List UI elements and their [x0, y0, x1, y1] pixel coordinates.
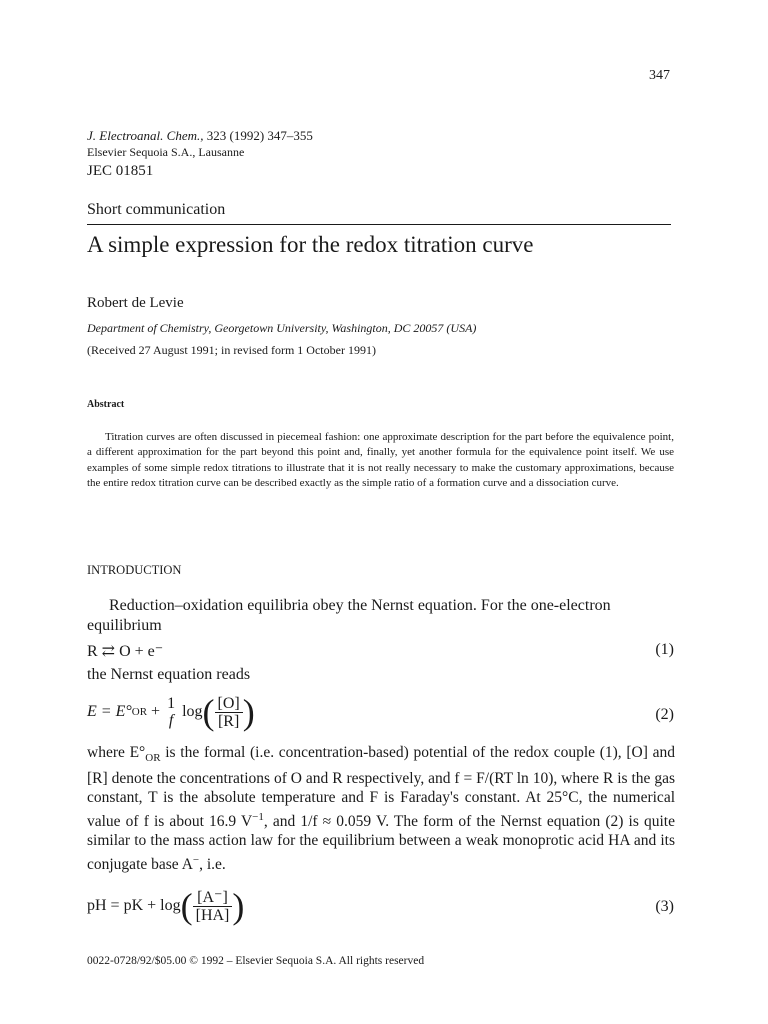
eq2-left-paren: (	[202, 692, 215, 732]
paper-title: A simple expression for the redox titration curve	[87, 232, 534, 257]
equation-2-number: (2)	[655, 706, 674, 723]
equation-2	[87, 690, 255, 734]
eq2-plus: +	[151, 703, 161, 720]
intro-para2	[87, 743, 675, 874]
eq2-f: f	[168, 712, 174, 729]
para2-sub: OR	[145, 752, 161, 765]
eq3-right-paren: )	[232, 886, 245, 926]
journal-citation	[87, 128, 313, 144]
author-affiliation: Department of Chemistry, Georgetown University, Washington, DC 20057 (USA)	[87, 321, 477, 335]
section-rule	[87, 224, 671, 225]
para2-sup: −1	[252, 810, 264, 823]
abstract-heading: Abstract	[87, 399, 125, 410]
eq2-numerator: [O]	[215, 695, 243, 713]
para2-c: , and 1/f ≈ 0.059 V. The form of the Nernst equation (2) is quite similar to the mass action law for the equilibrium between a weak monoprotic acid HA and its conjugate base A	[87, 812, 675, 873]
eq2-lhs: E = E°	[87, 703, 132, 720]
para2-sup2: −	[192, 853, 200, 866]
eq3-numerator: [A⁻]	[193, 889, 233, 907]
eq2-log: log	[182, 703, 203, 720]
eq2-fraction-1-over-f	[164, 695, 178, 729]
author-name: Robert de Levie	[87, 295, 184, 311]
section-label: Short communication	[87, 201, 226, 218]
para2-a: where E°	[87, 744, 146, 761]
para2-d: , i.e.	[199, 855, 226, 873]
eq3-left-paren: (	[180, 886, 193, 926]
equation-1: R ⇄ O + e⁻	[87, 643, 164, 660]
eq2-concentration-ratio	[215, 695, 243, 730]
abstract-text: Titration curves are often discussed in piecemeal fashion: one approximate description for the part before the equivalence point, a different approximation for the part beyond this point and, finally, yet another formula for the equivalence point itself. We use examples of some simple redox titrations to illustrate that it is not really necessary to make the customary approximations, because the entire redox titration curve can be described exactly as the simple ratio of a formation curve and a dissociation curve.	[87, 431, 674, 490]
eq2-denominator: [R]	[217, 712, 240, 730]
intro-para1-line1: Reduction–oxidation equilibria obey the Nernst equation. For the one-electron	[109, 597, 611, 614]
equation-3	[87, 884, 244, 928]
eq3-denominator: [HA]	[195, 906, 230, 924]
eq3-lhs: pH = pK + log	[87, 897, 181, 914]
eq2-one: 1	[167, 695, 176, 712]
publisher-line: Elsevier Sequoia S.A., Lausanne	[87, 145, 245, 159]
eq2-sub: OR	[131, 706, 148, 718]
page-number: 347	[649, 68, 670, 83]
copyright-footer: 0022-0728/92/$05.00 © 1992 – Elsevier Sequoia S.A. All rights reserved	[87, 955, 425, 967]
received-dates: (Received 27 August 1991; in revised form 1 October 1991)	[87, 343, 376, 357]
eq3-concentration-ratio	[193, 889, 233, 924]
equation-1-number: (1)	[655, 641, 674, 658]
journal-abbrev: J. Electroanal. Chem.,	[87, 128, 204, 143]
introduction-heading: INTRODUCTION	[87, 563, 182, 577]
intro-para1-line2: equilibrium	[87, 617, 162, 634]
equation-3-number: (3)	[655, 898, 674, 915]
eq2-right-paren: )	[242, 692, 255, 732]
jec-id: JEC 01851	[87, 163, 154, 179]
para2-b: is the formal (i.e. concentration-based) potential of the redox couple (1), [O] and [R] denote the concentrations of O and R respectively, and f = F/(RT ln 10), where R is the gas constant, T is the absolute temperature and F is Faraday's constant. At 25°C, the numerical value of f is about 16.9 V	[87, 744, 676, 830]
journal-ref: 323 (1992) 347–355	[206, 128, 313, 143]
nernst-lead-in: the Nernst equation reads	[87, 666, 251, 683]
